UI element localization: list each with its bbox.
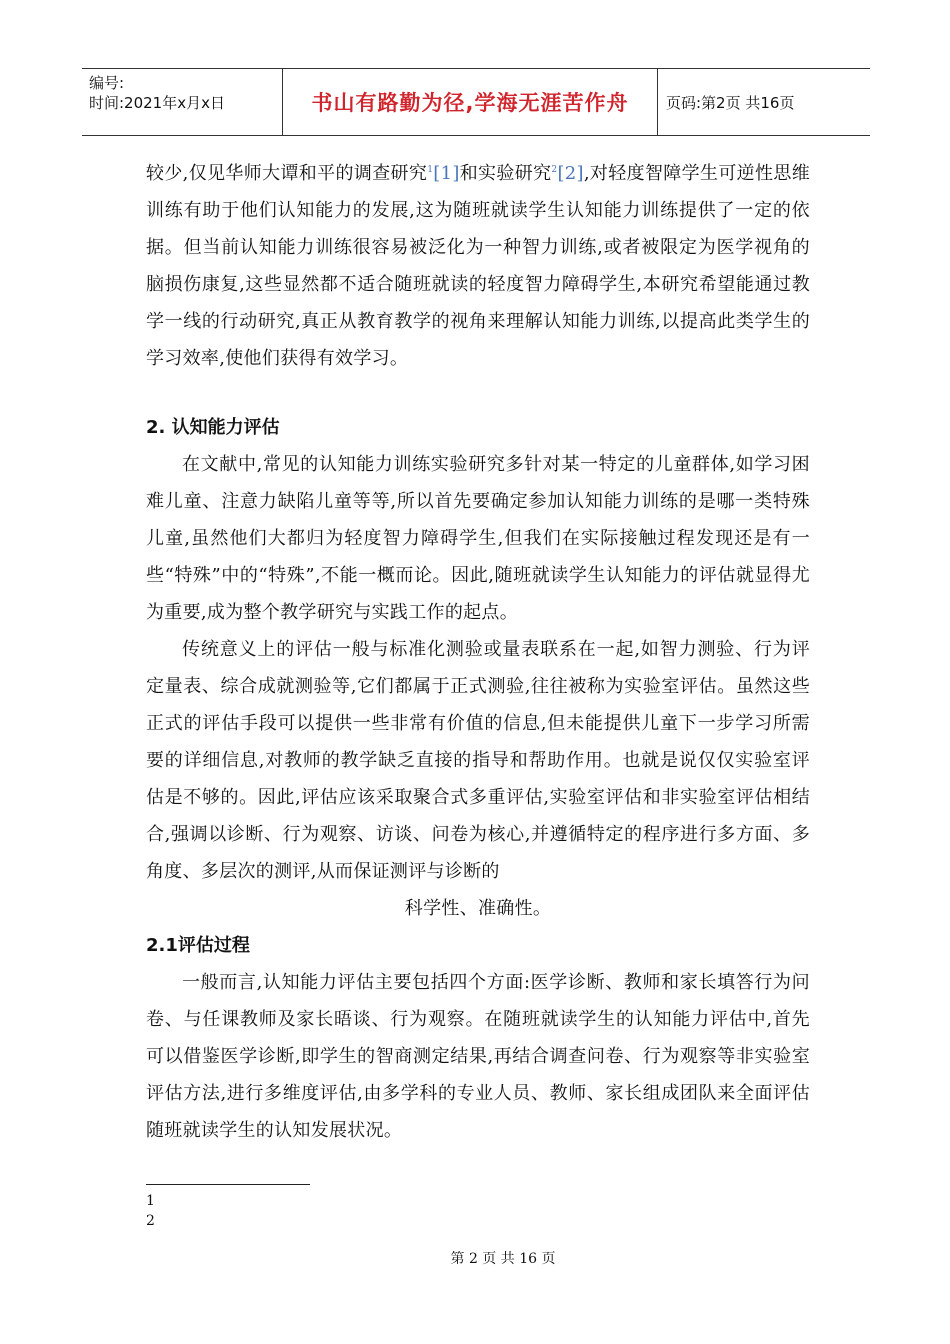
- intro-text-2: 和实验研究: [459, 163, 552, 184]
- intro-paragraph: [146, 152, 810, 377]
- footnote-2: 2: [146, 1213, 155, 1229]
- footnote-1: 1: [146, 1193, 155, 1209]
- header-page-info: 页码:第2页 共16页: [666, 93, 795, 112]
- reference-link-1[interactable]: [1]: [433, 163, 460, 184]
- footnote-divider: [146, 1184, 310, 1185]
- section-2-heading: 2. 认知能力评估: [146, 417, 280, 438]
- page-footer: 第 2 页 共 16 页: [450, 1251, 556, 1267]
- document-number-label: 编号:: [89, 74, 125, 92]
- section-2-1-heading: 2.1评估过程: [146, 935, 250, 956]
- intro-text-3: ,对轻度智障学生可逆性思维训练有助于他们认知能力的发展,这为随班就读学生认知能力训练提供了一定的依据。但当前认知能力训练很容易被泛化为一种智力训练,或者被限定为医学视角的脑损伤康复,这些显然都不适合随班就读的轻度智力障碍学生,本研究希望能通过教学一线的行动研究,真正从教育教学的视角来理解认知能力训练,以提高此类学生的学习效率,使他们获得有效学习。: [146, 163, 810, 369]
- document-time: 时间:2021年x月x日: [89, 94, 225, 112]
- document-body: [146, 152, 810, 1149]
- section-2-paragraph-2: 传统意义上的评估一般与标准化测验或量表联系在一起,如智力测验、行为评定量表、综合成就测验等,它们都属于正式测验,往往被称为实验室评估。虽然这些正式的评估手段可以提供一些非常有价值的信息,但未能提供儿童下一步学习所需要的详细信息,对教师的教学缺乏直接的指导和帮助作用。也就是说仅仅实验室评估是不够的。因此,评估应该采取聚合式多重评估,实验室评估和非实验室评估相结合,强调以诊断、行为观察、访谈、问卷为核心,并遵循特定的程序进行多方面、多角度、多层次的测评,从而保证测评与诊断的: [146, 639, 810, 882]
- section-2-1-paragraph: 一般而言,认知能力评估主要包括四个方面:医学诊断、教师和家长填答行为问卷、与任课教师及家长晤谈、行为观察。在随班就读学生的认知能力评估中,首先可以借鉴医学诊断,即学生的智商测定结果,再结合调查问卷、行为观察等非实验室评估方法,进行多维度评估,由多学科的专业人员、教师、家长组成团队来全面评估随班就读学生的认知发展状况。: [146, 972, 810, 1141]
- section-2-paragraph-2-end: 科学性、准确性。: [404, 898, 552, 919]
- intro-text-1: 较少,仅见华师大谭和平的调查研究: [146, 163, 428, 184]
- header-motto: 书山有路勤为径,学海无涯苦作舟: [311, 91, 629, 115]
- section-2-paragraph-1: 在文献中,常见的认知能力训练实验研究多针对某一特定的儿童群体,如学习困难儿童、注意力缺陷儿童等等,所以首先要确定参加认知能力训练的是哪一类特殊儿童,虽然他们大都归为轻度智力障碍学生,但我们在实际接触过程发现还是有一些“特殊”中的“特殊”,不能一概而论。因此,随班就读学生认知能力的评估就显得尤为重要,成为整个教学研究与实践工作的起点。: [146, 454, 810, 623]
- section-spacer: [146, 377, 810, 409]
- reference-link-2[interactable]: [2]: [557, 163, 584, 184]
- footnote-marker-2[interactable]: 2: [551, 165, 558, 175]
- header-meta: [82, 69, 282, 135]
- footnote-marker-1[interactable]: 1: [427, 165, 434, 175]
- header-motto-cell: [282, 69, 658, 135]
- page-header: [82, 68, 870, 136]
